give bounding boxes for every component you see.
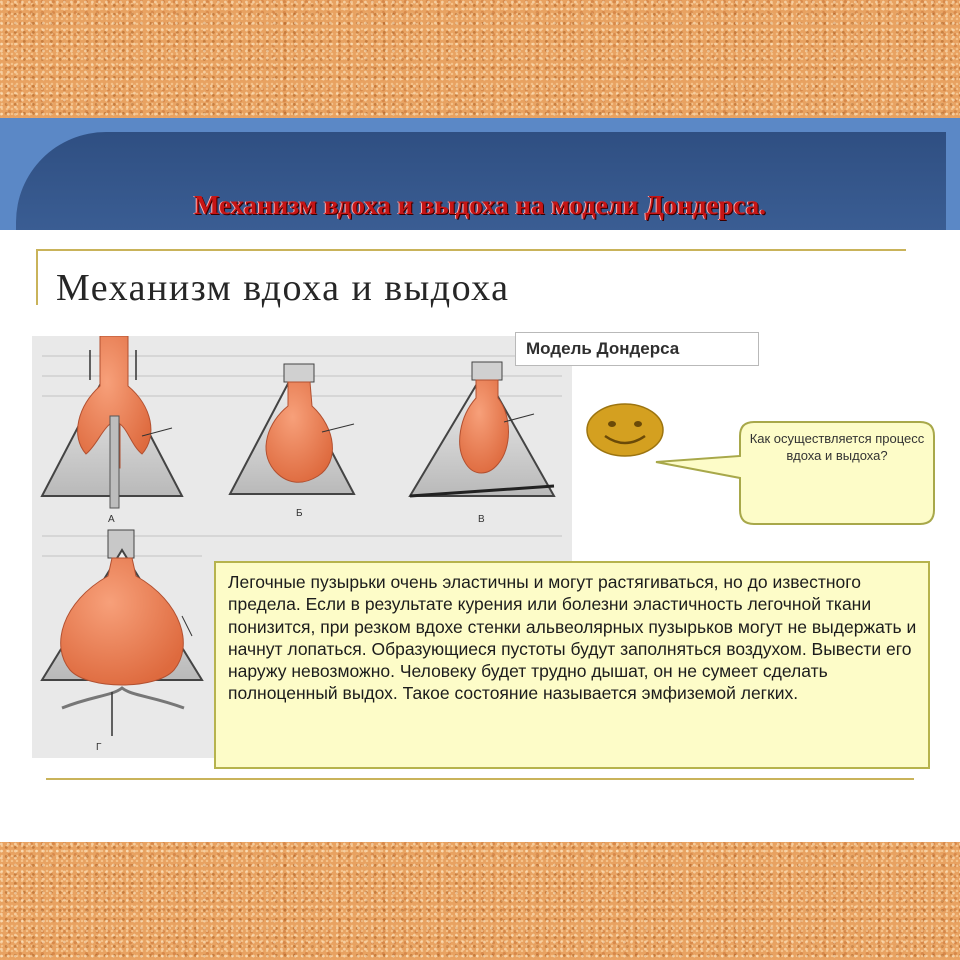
figure-label-d: Г [96, 742, 102, 753]
figure-a [42, 336, 182, 508]
figure-c [410, 362, 554, 496]
left-divider [36, 249, 38, 305]
figure-label-a: А [108, 514, 115, 525]
figure-d [42, 530, 202, 736]
cork-background-bottom [0, 842, 960, 960]
slide-heading: Механизм вдоха и выдоха [56, 267, 510, 309]
figure-b [230, 364, 354, 494]
model-label: Модель Дондерса [515, 332, 759, 366]
banner-title: Механизм вдоха и выдоха на модели Дондерса. [193, 190, 767, 220]
figure-label-b: Б [296, 508, 303, 519]
cork-background-top [0, 0, 960, 118]
emphysema-info-box: Легочные пузырьки очень эластичны и могут растягиваться, но до известного предела. Если в результате курения или болезни эластичность легочной ткани понизится, при резком вдохе стенки альвеолярных пузырьков могут не выдержать и начнут лопаться. Образующиеся пустоты будут заполняться воздухом. Вывести его наружу невозможно. Человеку будет трудно дышат, он не сумеет сделать полноценный выдох. Такое состояние называется эмфиземой легких. [214, 561, 930, 769]
bottom-divider [46, 778, 914, 780]
speech-bubble-question: Как осуществляется процесс вдоха и выдоха? [749, 431, 925, 463]
top-divider [36, 249, 906, 251]
figure-label-c: В [478, 514, 485, 525]
